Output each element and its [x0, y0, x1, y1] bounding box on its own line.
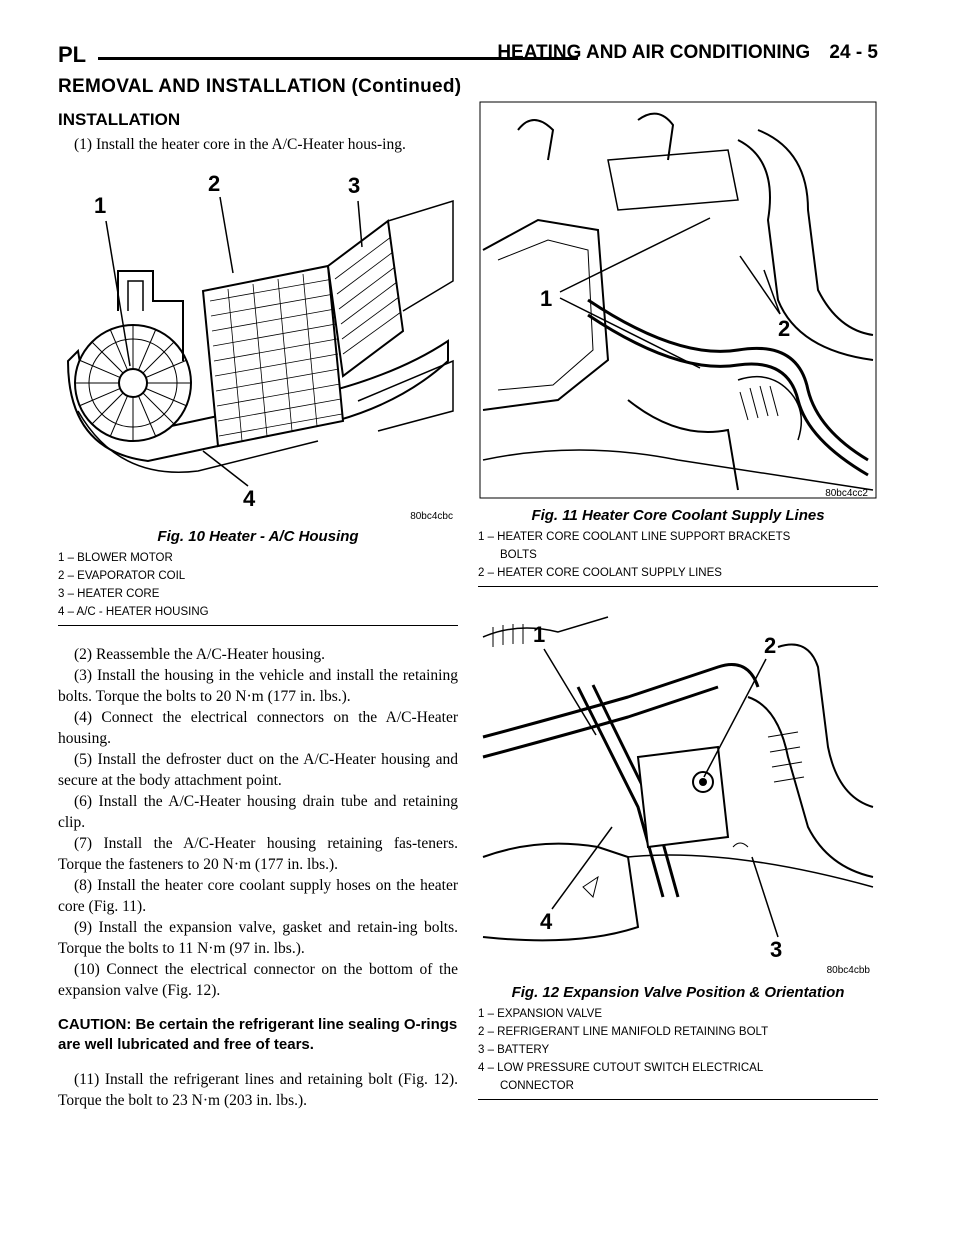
fig11-callout-2: 2: [778, 316, 791, 341]
step-10: (10) Connect the electrical connector on the bottom of the expansion valve (Fig. 12).: [58, 961, 458, 999]
section-title: REMOVAL AND INSTALLATION (Continued): [58, 76, 462, 97]
fig11-callout-1: 1: [540, 286, 553, 311]
fig10-legend-item: 4 – A/C - HEATER HOUSING: [58, 606, 209, 618]
fig10-rule: [58, 625, 458, 626]
installation-heading: INSTALLATION: [58, 110, 181, 129]
fig11-illustration: [478, 100, 878, 500]
fig11-rule: [478, 586, 878, 587]
header-model-code: PL: [58, 42, 87, 67]
fig12-legend-item-2: 2 – REFRIGERANT LINE MANIFOLD RETAINING BOLT: [478, 1026, 769, 1038]
fig12-rule: [478, 1099, 878, 1100]
fig11-caption: Fig. 11 Heater Core Coolant Supply Lines: [531, 507, 825, 524]
fig10-code: 80bc4cbc: [410, 511, 453, 521]
fig11-legend-1-line-2: BOLTS: [500, 549, 537, 561]
step-2: (2) Reassemble the A/C-Heater housing.: [74, 646, 325, 663]
fig12-callout-4: 4: [540, 909, 553, 934]
page-header: [58, 42, 878, 72]
fig12-legend-item-4: [478, 1059, 878, 1095]
figure-10: [58, 161, 458, 626]
fig10-legend-item: 2 – EVAPORATOR COIL: [58, 570, 186, 582]
step-3: (3) Install the housing in the vehicle and install the retaining bolts. Torque the bolts to 20 N·m (177 in. lbs.).: [58, 667, 458, 705]
fig12-callout-2: 2: [764, 633, 777, 658]
fig11-legend-item-2: 2 – HEATER CORE COOLANT SUPPLY LINES: [478, 567, 722, 579]
step-8: (8) Install the heater core coolant supply hoses on the heater core (Fig. 11).: [58, 877, 458, 915]
fig10-callout-2: 2: [208, 171, 221, 196]
left-column: [58, 110, 458, 1111]
fig12-legend-item-3: 3 – BATTERY: [478, 1044, 550, 1056]
step-4: (4) Connect the electrical connectors on the A/C-Heater housing.: [58, 709, 458, 747]
step-11: (11) Install the refrigerant lines and retaining bolt (Fig. 12). Torque the bolt to 23 N·m (203 in. lbs.).: [58, 1071, 458, 1109]
fig12-legend-item-1: 1 – EXPANSION VALVE: [478, 1008, 602, 1020]
fig11-code: 80bc4cc2: [825, 488, 868, 499]
fig11-legend-item-1: [478, 528, 878, 564]
right-column: [478, 100, 878, 1100]
fig10-caption: Fig. 10 Heater - A/C Housing: [157, 528, 359, 545]
fig12-legend-4-line-1: 4 – LOW PRESSURE CUTOUT SWITCH ELECTRICAL: [478, 1062, 764, 1074]
fig12-callout-3: 3: [770, 937, 783, 962]
step-7: (7) Install the A/C-Heater housing retaining fas-teners. Torque the fasteners to 20 N·m (177 in. lbs.).: [58, 835, 458, 873]
caution-note: CAUTION: Be certain the refrigerant line sealing O-rings are well lubricated and free of tears.: [58, 1016, 458, 1053]
fig12-legend: [478, 1005, 878, 1095]
header-page-number: 24 - 5: [829, 42, 878, 63]
fig10-legend: [58, 549, 458, 621]
fig12-caption: Fig. 12 Expansion Valve Position & Orientation: [511, 984, 845, 1001]
step-6: (6) Install the A/C-Heater housing drain tube and retaining clip.: [58, 793, 458, 831]
figure-12: [478, 607, 878, 1100]
header-right: [497, 42, 878, 64]
step-1: (1) Install the heater core in the A/C-Heater hous-ing.: [74, 136, 406, 153]
fig11-legend: [478, 528, 878, 582]
fig10-callout-1: 1: [94, 193, 107, 218]
fig12-legend-4-line-2: CONNECTOR: [500, 1080, 574, 1092]
fig10-legend-item: 3 – HEATER CORE: [58, 588, 160, 600]
fig12-callout-1: 1: [533, 622, 546, 647]
fig10-legend-item: 1 – BLOWER MOTOR: [58, 552, 173, 564]
figure-11: [478, 100, 878, 587]
fig10-illustration: [58, 161, 458, 521]
step-9: (9) Install the expansion valve, gasket and retain-ing bolts. Torque the bolts to 11 N·m (97 in. lbs.).: [58, 919, 458, 957]
fig11-legend-1-line-1: 1 – HEATER CORE COOLANT LINE SUPPORT BRACKETS: [478, 531, 791, 543]
fig10-callout-4: 4: [243, 486, 256, 511]
fig12-illustration: [478, 607, 878, 977]
fig10-callout-3: 3: [348, 173, 361, 198]
step-5: (5) Install the defroster duct on the A/C-Heater housing and secure at the body attachment point.: [58, 751, 458, 789]
fig12-code: 80bc4cbb: [826, 965, 870, 976]
header-chapter-title: HEATING AND AIR CONDITIONING: [497, 42, 811, 63]
